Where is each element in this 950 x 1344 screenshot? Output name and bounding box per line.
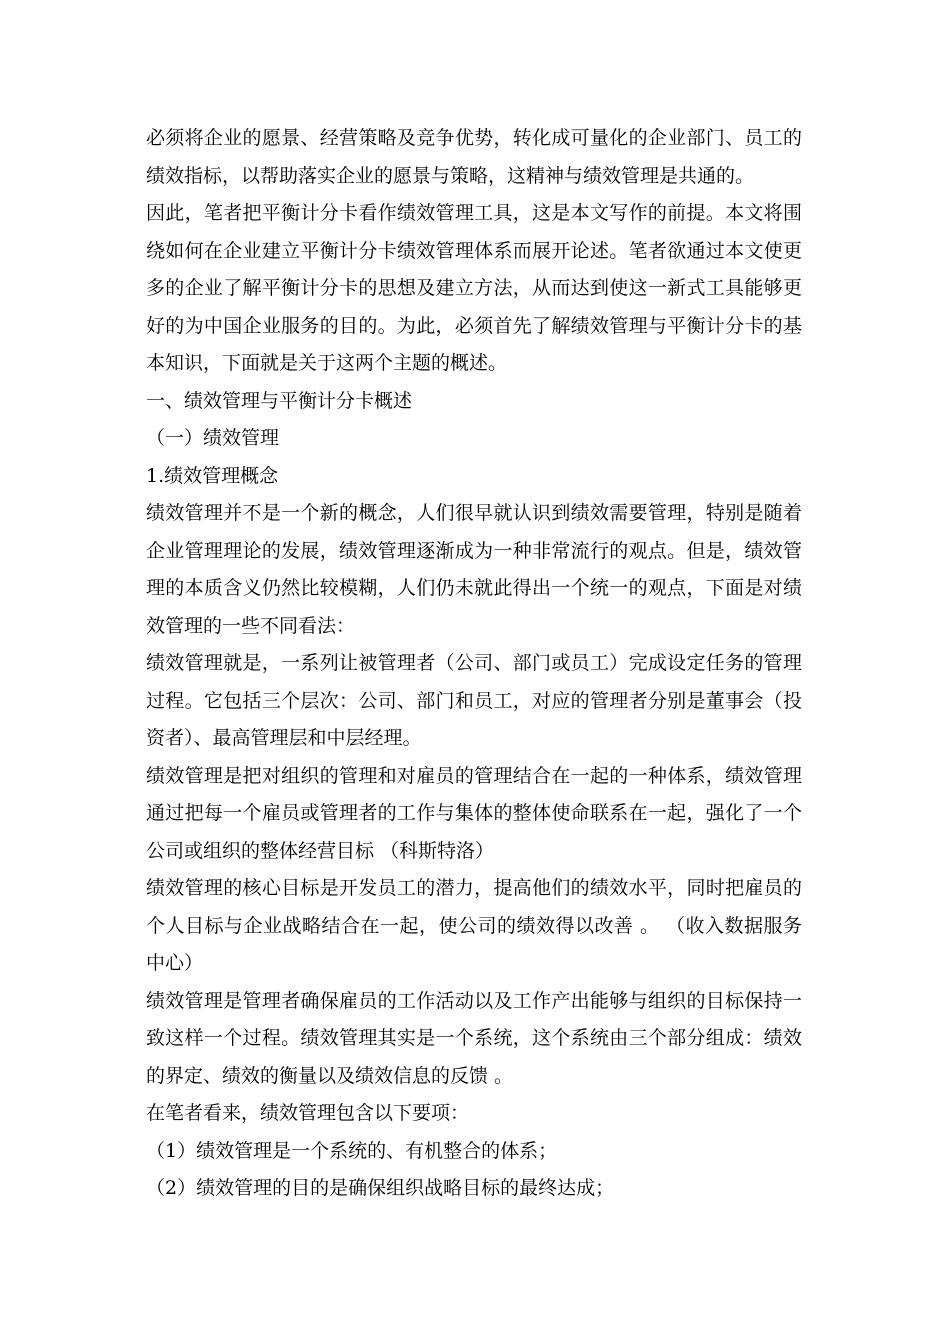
paragraph-view-3: 绩效管理的核心目标是开发员工的潜力，提高他们的绩效水平，同时把雇员的个人目标与企业战略结合在一起，使公司的绩效得以改善 。 （收入数据服务中心） [146, 877, 802, 974]
paragraph-view-4: 绩效管理是管理者确保雇员的工作活动以及工作产出能够与组织的目标保持一致这样一个过程。绩效管理其实是一个系统，这个系统由三个部分组成：绩效的界定、绩效的衡量以及绩效信息的反馈 。 [146, 989, 802, 1087]
list-item-2: （2）绩效管理的目的是确保组织战略目标的最终达成； [146, 1177, 615, 1199]
paragraph-intro-continuation: 必须将企业的愿景、经营策略及竞争优势，转化成可量化的企业部门、员工的绩效指标，以帮助落实企业的愿景与策略，这精神与绩效管理是共通的。 [146, 127, 802, 187]
document-body [146, 120, 802, 1208]
paragraph-author-view: 在笔者看来，绩效管理包含以下要项： [146, 1102, 470, 1124]
paragraph-view-1: 绩效管理就是，一系列让被管理者（公司、部门或员工）完成设定任务的管理过程。它包括三个层次：公司、部门和员工，对应的管理者分别是董事会（投资者）、最高管理层和中层经理。 [146, 652, 802, 749]
subsection-heading-1: （一）绩效管理 [146, 427, 280, 449]
paragraph-concept-overview: 绩效管理并不是一个新的概念，人们很早就认识到绩效需要管理，特别是随着企业管理理论的发展，绩效管理逐渐成为一种非常流行的观点。但是，绩效管理的本质含义仍然比较模糊，人们仍未就此得出一个统一的观点，下面是对绩效管理的一些不同看法： [146, 502, 802, 637]
subsubsection-heading-1: 1.绩效管理概念 [146, 464, 279, 487]
list-item-1: （1）绩效管理是一个系统的、有机整合的体系； [146, 1139, 558, 1162]
paragraph-premise: 因此，笔者把平衡计分卡看作绩效管理工具，这是本文写作的前提。本文将围绕如何在企业建立平衡计分卡绩效管理体系而展开论述。笔者欲通过本文使更多的企业了解平衡计分卡的思想及建立方法，从而达到使这一新式工具能够更好的为中国企业服务的目的。为此，必须首先了解绩效管理与平衡计分卡的基本知识，下面就是关于这两个主题的概述。 [146, 202, 802, 374]
paragraph-view-2: 绩效管理是把对组织的管理和对雇员的管理结合在一起的一种体系，绩效管理通过把每一个雇员或管理者的工作与集体的整体使命联系在一起，强化了一个公司或组织的整体经营目标 （科斯特洛） [146, 764, 802, 862]
section-heading-1: 一、绩效管理与平衡计分卡概述 [146, 389, 413, 412]
